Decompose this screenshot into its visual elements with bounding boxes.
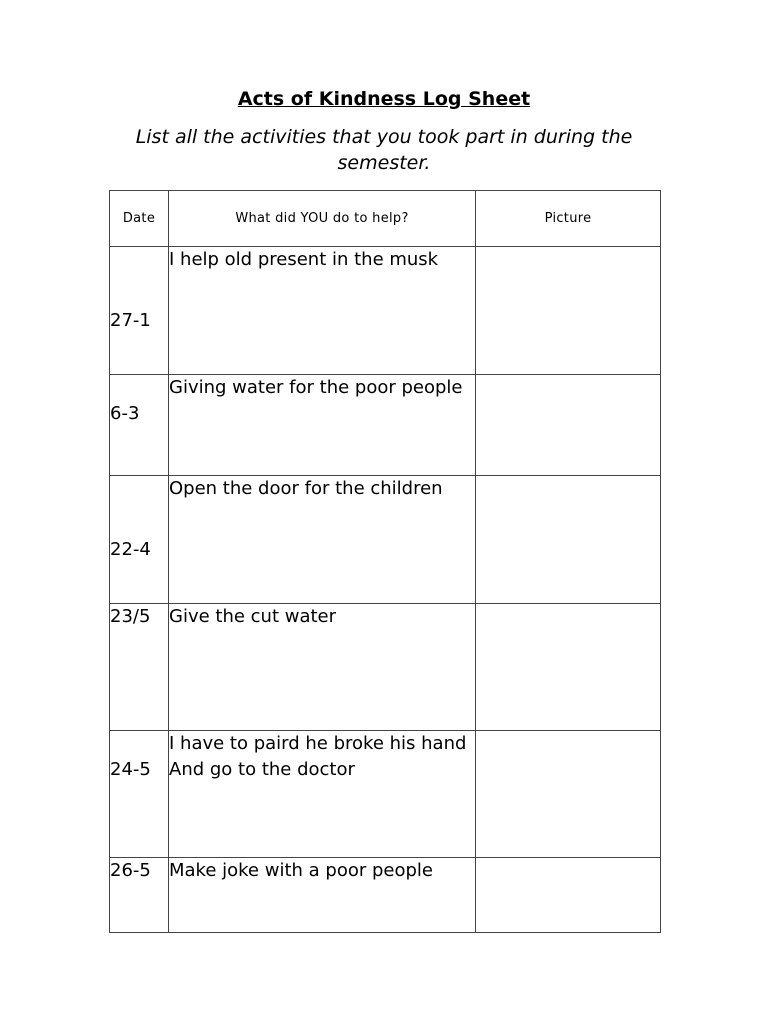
row-date: 26-5 [110,858,169,933]
row-picture-cell [476,476,661,604]
kindness-log-table [109,190,661,933]
row-activity: Make joke with a poor people [169,858,476,933]
header-activity: What did YOU do to help? [169,191,476,247]
row-activity: Open the door for the children [169,476,476,604]
row-date: 24-5 [110,731,169,858]
row-date: 22-4 [110,476,169,604]
row-activity: I help old present in the musk [169,247,476,375]
header-date: Date [110,191,169,247]
row-picture-cell [476,604,661,731]
table-row [110,476,661,604]
table-row [110,858,661,933]
row-activity: I have to paird he broke his hand And go to the doctor [169,731,476,858]
row-picture-cell [476,858,661,933]
table-row [110,247,661,375]
row-picture-cell [476,731,661,858]
table-row [110,375,661,476]
table-row [110,731,661,858]
table-header-row [110,191,661,247]
row-picture-cell [476,247,661,375]
row-date: 6-3 [110,375,169,476]
page-title: Acts of Kindness Log Sheet [237,88,531,110]
row-date: 27-1 [110,247,169,375]
row-picture-cell [476,375,661,476]
row-date: 23/5 [110,604,169,731]
row-activity: Give the cut water [169,604,476,731]
row-activity: Giving water for the poor people [169,375,476,476]
page-subtitle: List all the activities that you took part in during the semester. [135,126,633,174]
header-picture: Picture [476,191,661,247]
table-row [110,604,661,731]
